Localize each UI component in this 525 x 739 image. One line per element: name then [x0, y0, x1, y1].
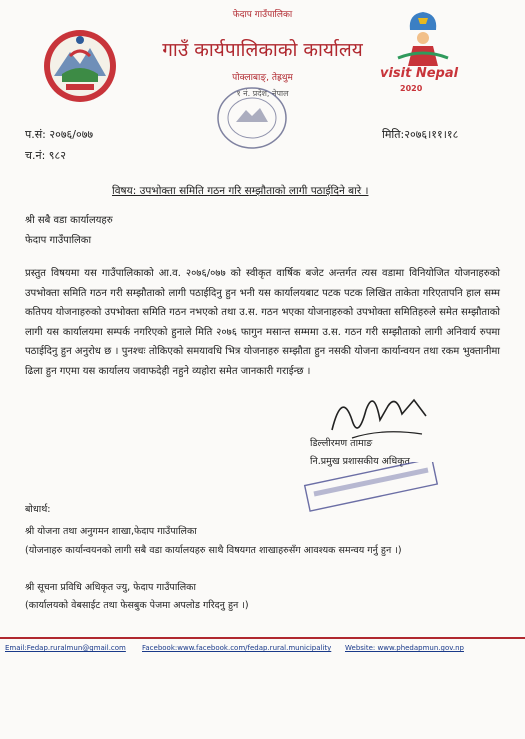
footer-divider	[0, 637, 525, 639]
signatory-name: डिल्लीरमण तामाङ	[310, 438, 373, 449]
signatory-title: नि.प्रमुख प्रशासकीय अधिकृत	[310, 456, 410, 467]
addressee-line-2: फेदाप गाउँपालिका	[25, 235, 92, 246]
office-title: गाउँ कार्यपालिकाको कार्यालय	[162, 39, 363, 61]
visit-nepal-text: visit Nepal	[380, 66, 459, 81]
letter-date: मिति:२०७६।११।१८	[382, 128, 459, 141]
cc-item: (कार्यालयको वेबसाईट तथा फेसबुक पेजमा अपलोड गरिदनु हुन ।)	[25, 600, 249, 611]
letter-subject: विषय: उपभोक्ता समिति गठन गरि सम्झौताको लागी पठाईदिने बारे ।	[112, 185, 369, 197]
footer-website[interactable]: Website: www.phedapmun.gov.np	[345, 644, 464, 652]
municipality-name: फेदाप गाउँपालिका	[232, 10, 293, 20]
office-address: पोक्लाबाङ्, तेह्रथुम	[232, 73, 293, 83]
designation-stamp	[300, 462, 450, 512]
cc-label: बोधार्थ:	[25, 504, 51, 515]
letter-body: प्रस्तुत विषयमा यस गाउँपालिकाको आ.व. २०७६/०७७ को स्वीकृत वार्षिक बजेट अन्तर्गत त्यस वडामा विनियोजित योजनाहरुको उपभोक्ता समिति गठन गरी सम्झौताको लागी पठाईदिनु हुन भनी यस कार्यालयबाट पटक पटक लिखित ताकेता गरिएतापनि हाल सम्म कतिपय योजनाहरुको उपभोक्ता समिति गठन नभएको तथा उ.स. गठन भएका योजनाहरुको उपभोक्ता समितिहरुले समेत सम्झौताको लागी यस कार्यालयमा सम्पर्क नगरिएको हुनाले मिति २०७६ फागुन मसान्त सम्ममा उ.स. गठन गरी सम्झौताको लागी अनिवार्य रुपमा पठाईदिनु हुन अनुरोध छ । पुनश्चः तोकिएको समयावधि भित्र योजनाहरु सम्झौता हुन नसकी योजना कार्यान्वयन तथा रकम भुक्तानीमा ढिला हुन गएमा यस कार्यालय जवाफदेही नहुने व्यहोरा समेत जानकारी गराईन्छ ।	[25, 268, 500, 377]
footer-facebook[interactable]: Facebook:www.facebook.com/fedap.rural.municipality	[142, 644, 332, 652]
cc-item: (योजनाहरु कार्यान्वयनको लागी सबै वडा कार्यालयहरु साथै विषयगत शाखाहरुसँग आवश्यक समन्वय गर्नु हुन ।)	[25, 545, 402, 556]
cc-item: श्री योजना तथा अनुगमन शाखा,फेदाप गाउँपालिका	[25, 526, 197, 537]
dispatch-number: च.नं: ९८२	[25, 149, 66, 162]
province-line: १ नं. प्रदेश, नेपाल	[236, 89, 289, 98]
reference-number: प.सं: २०७६/०७७	[25, 128, 94, 141]
cc-item: श्री सूचना प्रविधि अधिकृत ज्यु, फेदाप गाउँपालिका	[25, 582, 196, 593]
visit-nepal-year: 2020	[400, 84, 423, 93]
addressee-line-1: श्री सबै वडा कार्यालयहरु	[25, 215, 113, 226]
footer-email[interactable]: Email:Fedap.ruralmun@gmail.com	[5, 644, 126, 652]
office-seal-stamp	[206, 78, 298, 158]
